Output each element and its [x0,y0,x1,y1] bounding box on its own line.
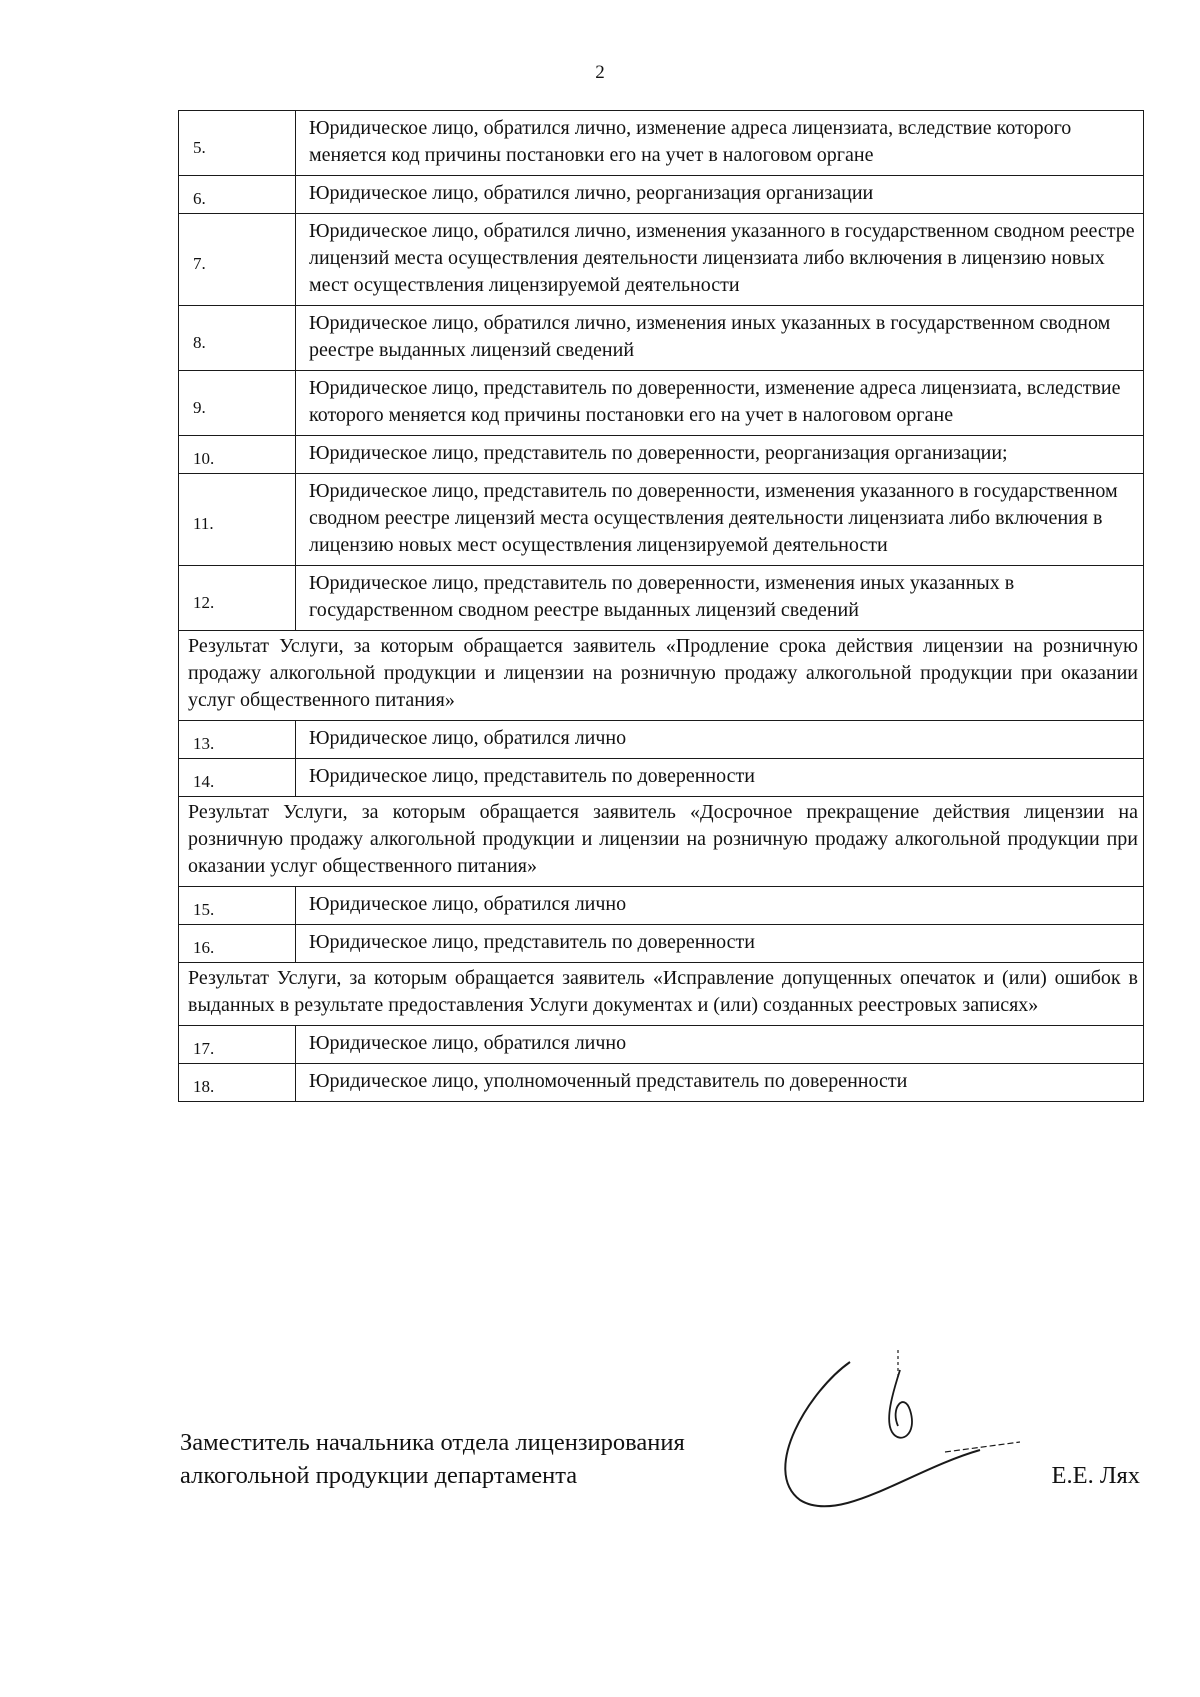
row-number: 12. [179,566,296,631]
table-row [179,721,1144,759]
table-body [179,111,1144,1102]
row-description: Юридическое лицо, обратился лично, изменения иных указанных в государственном сводном реестре выданных лицензий сведений [296,306,1144,371]
table-row [179,214,1144,306]
row-number: 13. [179,721,296,759]
row-description: Юридическое лицо, обратился лично [296,721,1144,759]
row-description: Юридическое лицо, обратился лично, изменения указанного в государственном сводном реестре лицензий места осуществления деятельности лицензиата либо включения в лицензию новых мест осуществления лицензируемой деятельности [296,214,1144,306]
row-number: 9. [179,371,296,436]
row-number: 8. [179,306,296,371]
signature-position-line-2: алкогольной продукции департамента [180,1462,578,1489]
section-header-text: Результат Услуги, за которым обращается заявитель «Досрочное прекращение действия лицензии на розничную продажу алкогольной продукции и лицензии на розничную продажу алкогольной продукции при оказании услуг общественного питания» [179,797,1144,887]
section-header-row [179,963,1144,1026]
table-row [179,1026,1144,1064]
table-row [179,371,1144,436]
table-row [179,436,1144,474]
row-description: Юридическое лицо, обратился лично, изменение адреса лицензиата, вследствие которого меняется код причины постановки его на учет в налоговом органе [296,111,1144,176]
row-number: 11. [179,474,296,566]
section-header-text: Результат Услуги, за которым обращается заявитель «Исправление допущенных опечаток и (или) ошибок в выданных в результате предоставления Услуги документах и (или) созданных реестровых записях» [179,963,1144,1026]
row-description: Юридическое лицо, представитель по доверенности, реорганизация организации; [296,436,1144,474]
section-header-row [179,797,1144,887]
table-row [179,176,1144,214]
signature-position-line-1: Заместитель начальника отдела лицензирования [180,1429,685,1456]
page-number: 2 [595,62,605,83]
table-row [179,566,1144,631]
row-description: Юридическое лицо, обратился лично, реорганизация организации [296,176,1144,214]
section-header-row [179,631,1144,721]
row-number: 14. [179,759,296,797]
row-number: 17. [179,1026,296,1064]
row-number: 16. [179,925,296,963]
row-description: Юридическое лицо, представитель по доверенности, изменения иных указанных в государственном сводном реестре выданных лицензий сведений [296,566,1144,631]
row-description: Юридическое лицо, представитель по доверенности [296,925,1144,963]
table-row [179,759,1144,797]
table-row [179,111,1144,176]
services-table [178,110,1144,1102]
row-description: Юридическое лицо, представитель по доверенности [296,759,1144,797]
row-description: Юридическое лицо, представитель по доверенности, изменения указанного в государственном сводном реестре лицензий места осуществления деятельности лицензиата либо включения в лицензию новых мест осуществления лицензируемой деятельности [296,474,1144,566]
row-number: 5. [179,111,296,176]
table-row [179,925,1144,963]
signatory-name: Е.Е. Лях [1051,1462,1140,1489]
row-description: Юридическое лицо, представитель по доверенности, изменение адреса лицензиата, вследствие которого меняется код причины постановки его на учет в налоговом органе [296,371,1144,436]
row-number: 7. [179,214,296,306]
table-row [179,306,1144,371]
row-number: 18. [179,1064,296,1102]
table-row [179,474,1144,566]
row-description: Юридическое лицо, обратился лично [296,887,1144,925]
table-row [179,1064,1144,1102]
row-number: 6. [179,176,296,214]
handwritten-signature [780,1350,1020,1530]
row-number: 10. [179,436,296,474]
signature-position [180,1426,685,1492]
row-number: 15. [179,887,296,925]
table-row [179,887,1144,925]
section-header-text: Результат Услуги, за которым обращается заявитель «Продление срока действия лицензии на розничную продажу алкогольной продукции и лицензии на розничную продажу алкогольной продукции при оказании услуг общественного питания» [179,631,1144,721]
row-description: Юридическое лицо, уполномоченный представитель по доверенности [296,1064,1144,1102]
row-description: Юридическое лицо, обратился лично [296,1026,1144,1064]
